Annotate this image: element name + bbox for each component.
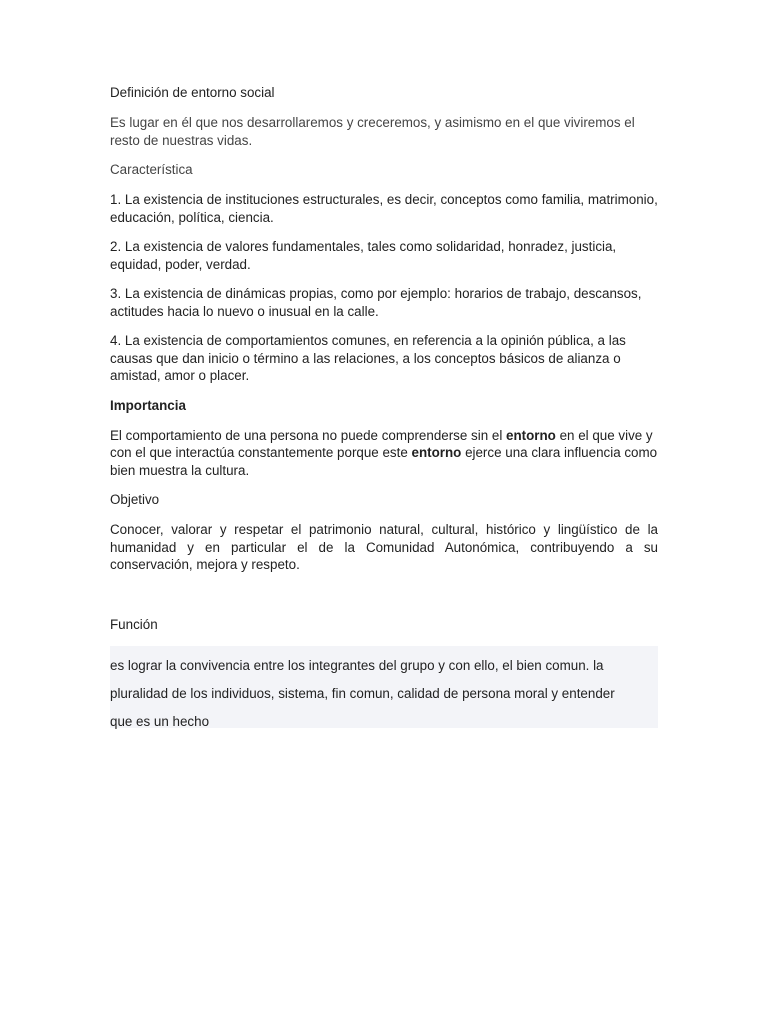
objetivo-paragraph: Conocer, valorar y respetar el patrimonio natural, cultural, histórico y lingüístico de la humanidad y en particular el de la Comunidad Autonómica, contribuyendo a su conservación, mejora y respeto. — [110, 522, 658, 572]
funcion-heading: Función — [110, 616, 158, 632]
importancia-bold-term: entorno — [506, 427, 556, 443]
list-item: 1. La existencia de instituciones estructurales, es decir, conceptos como familia, matrimonio, educación, política, ciencia. — [110, 192, 658, 225]
funcion-box — [110, 646, 658, 728]
importancia-paragraph — [110, 427, 658, 480]
document-page — [110, 84, 658, 728]
list-item: 2. La existencia de valores fundamentales, tales como solidaridad, honradez, justicia, equidad, poder, verdad. — [110, 239, 617, 272]
importancia-heading: Importancia — [110, 397, 186, 413]
funcion-line: es lograr la convivencia entre los integrantes del grupo y con ello, el bien comun. la — [110, 657, 604, 673]
funcion-line: pluralidad de los individuos, sistema, fin comun, calidad de persona moral y entender — [110, 685, 615, 701]
list-item: 3. La existencia de dinámicas propias, como por ejemplo: horarios de trabajo, descansos, actitudes hacia lo nuevo o inusual en la calle. — [110, 286, 642, 319]
definition-paragraph: Es lugar en él que nos desarrollaremos y creceremos, y asimismo en el que viviremos el resto de nuestras vidas. — [110, 115, 635, 148]
list-item: 4. La existencia de comportamientos comunes, en referencia a la opinión pública, a las causas que dan inicio o término a las relaciones, a los conceptos básicos de alianza o amistad, amor o placer. — [110, 333, 626, 383]
caracteristica-heading: Característica — [110, 162, 193, 177]
importancia-text: en el que vive y con el que interactúa constantemente porque este — [110, 427, 653, 460]
spacer — [110, 586, 658, 616]
objetivo-heading: Objetivo — [110, 492, 160, 507]
importancia-bold-term: entorno — [411, 445, 462, 460]
importancia-text: ejerce una clara influencia como bien muestra la cultura. — [110, 445, 658, 478]
document-title: Definición de entorno social — [110, 85, 275, 100]
importancia-text: El comportamiento de una persona no puede comprenderse sin el — [110, 427, 507, 443]
funcion-line: que es un hecho — [110, 713, 210, 729]
